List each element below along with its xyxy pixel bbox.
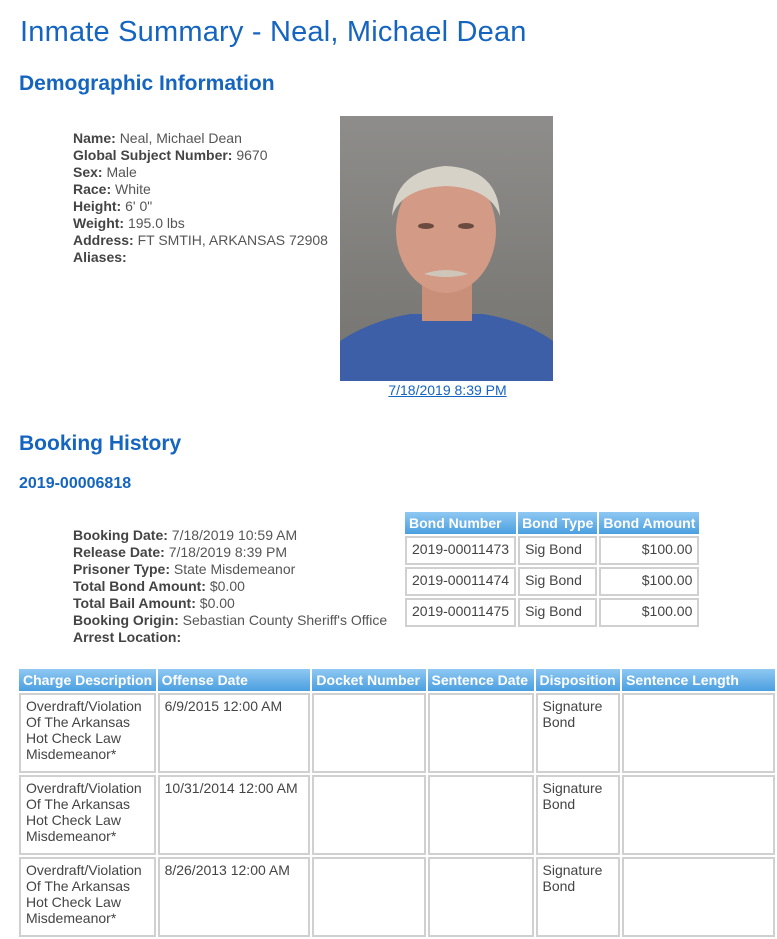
offense-date-cell: 8/26/2013 12:00 AM xyxy=(158,857,311,937)
sentence-date-cell xyxy=(428,693,534,773)
disposition-cell: Signature Bond xyxy=(536,693,621,773)
table-row xyxy=(405,598,699,627)
sentence-date-cell xyxy=(428,857,534,937)
charge-description-cell: Overdraft/Violation Of The Arkansas Hot Check Law Misdemeanor* xyxy=(19,775,156,855)
offense-date-cell: 10/31/2014 12:00 AM xyxy=(158,775,311,855)
bond-amount-cell: $100.00 xyxy=(599,536,699,565)
disposition-cell: Signature Bond xyxy=(536,857,621,937)
disposition-header[interactable]: Disposition xyxy=(536,669,621,691)
bond-type-cell: Sig Bond xyxy=(518,567,597,596)
booking-row-release-date: Release Date: 7/18/2019 8:39 PM xyxy=(73,544,288,560)
booking-origin-value: Sebastian County Sheriff's Office xyxy=(182,612,388,628)
info-row-address: Address: FT SMTIH, ARKANSAS 72908 xyxy=(73,232,328,248)
sex-value: Male xyxy=(106,164,137,180)
info-row-height: Height: 6' 0" xyxy=(73,198,153,214)
charges-table xyxy=(17,667,777,939)
photo-date-link[interactable]: 7/18/2019 8:39 PM xyxy=(388,382,507,398)
info-row-weight: Weight: 195.0 lbs xyxy=(73,215,185,231)
sentence-length-cell xyxy=(622,693,775,773)
bond-header-row xyxy=(405,512,699,534)
charges-table-container xyxy=(17,667,739,938)
booking-row-total-bail: Total Bail Amount: $0.00 xyxy=(73,595,235,611)
release-date-value: 7/18/2019 8:39 PM xyxy=(168,544,288,560)
prisoner-type-value: State Misdemeanor xyxy=(173,561,296,577)
docket-number-header[interactable]: Docket Number xyxy=(312,669,425,691)
total-bail-value: $0.00 xyxy=(199,595,235,611)
booking-row-arrest-location: Arrest Location: xyxy=(73,629,182,645)
bond-type-header[interactable]: Bond Type xyxy=(518,512,597,534)
charge-description-cell: Overdraft/Violation Of The Arkansas Hot Check Law Misdemeanor* xyxy=(19,857,156,937)
booking-history-heading: Booking History xyxy=(19,432,182,455)
booking-number: 2019-00006818 xyxy=(19,475,132,492)
name-value: Neal, Michael Dean xyxy=(119,130,242,146)
docket-number-cell xyxy=(312,693,425,773)
table-row xyxy=(19,857,775,937)
info-row-name: Name: Neal, Michael Dean xyxy=(73,130,242,146)
disposition-cell: Signature Bond xyxy=(536,775,621,855)
sentence-length-cell xyxy=(622,857,775,937)
charge-description-cell: Overdraft/Violation Of The Arkansas Hot Check Law Misdemeanor* xyxy=(19,693,156,773)
race-value: White xyxy=(115,181,151,197)
mugshot-photo[interactable] xyxy=(340,116,553,381)
info-row-race: Race: White xyxy=(73,181,151,197)
bond-amount-header[interactable]: Bond Amount xyxy=(599,512,699,534)
subject-number-value: 9670 xyxy=(236,147,268,163)
info-row-subject-number: Global Subject Number: 9670 xyxy=(73,147,268,163)
bond-number-cell: 2019-00011475 xyxy=(405,598,516,627)
weight-value: 195.0 lbs xyxy=(127,215,185,231)
info-row-sex: Sex: Male xyxy=(73,164,137,180)
bond-number-cell: 2019-00011474 xyxy=(405,567,516,596)
sentence-length-cell xyxy=(622,775,775,855)
height-value: 6' 0" xyxy=(125,198,153,214)
sentence-date-cell xyxy=(428,775,534,855)
bond-number-cell: 2019-00011473 xyxy=(405,536,516,565)
charge-description-header[interactable]: Charge Description xyxy=(19,669,156,691)
docket-number-cell xyxy=(312,857,425,937)
table-row xyxy=(405,567,699,596)
mugshot-block xyxy=(340,116,553,398)
offense-date-cell: 6/9/2015 12:00 AM xyxy=(158,693,311,773)
demographic-info xyxy=(73,130,328,266)
total-bond-value: $0.00 xyxy=(209,578,245,594)
page-title: Inmate Summary - Neal, Michael Dean xyxy=(20,16,527,48)
booking-info xyxy=(73,527,387,646)
booking-row-total-bond: Total Bond Amount: $0.00 xyxy=(73,578,245,594)
sentence-date-header[interactable]: Sentence Date xyxy=(428,669,534,691)
info-row-aliases: Aliases: xyxy=(73,249,127,265)
docket-number-cell xyxy=(312,775,425,855)
bond-type-cell: Sig Bond xyxy=(518,536,597,565)
table-row xyxy=(405,536,699,565)
bond-type-cell: Sig Bond xyxy=(518,598,597,627)
booking-row-prisoner-type: Prisoner Type: State Misdemeanor xyxy=(73,561,296,577)
sentence-length-header[interactable]: Sentence Length xyxy=(622,669,775,691)
bond-number-header[interactable]: Bond Number xyxy=(405,512,516,534)
table-row xyxy=(19,693,775,773)
bond-table xyxy=(403,510,701,629)
booking-row-origin: Booking Origin: Sebastian County Sheriff's Office xyxy=(73,612,388,628)
offense-date-header[interactable]: Offense Date xyxy=(158,669,311,691)
booking-row-booking-date: Booking Date: 7/18/2019 10:59 AM xyxy=(73,527,298,543)
booking-date-value: 7/18/2019 10:59 AM xyxy=(171,527,298,543)
bond-amount-cell: $100.00 xyxy=(599,567,699,596)
table-row xyxy=(19,775,775,855)
address-value: FT SMTIH, ARKANSAS 72908 xyxy=(137,232,328,248)
bond-amount-cell: $100.00 xyxy=(599,598,699,627)
charges-header-row xyxy=(19,669,775,691)
demographic-heading: Demographic Information xyxy=(19,72,275,95)
